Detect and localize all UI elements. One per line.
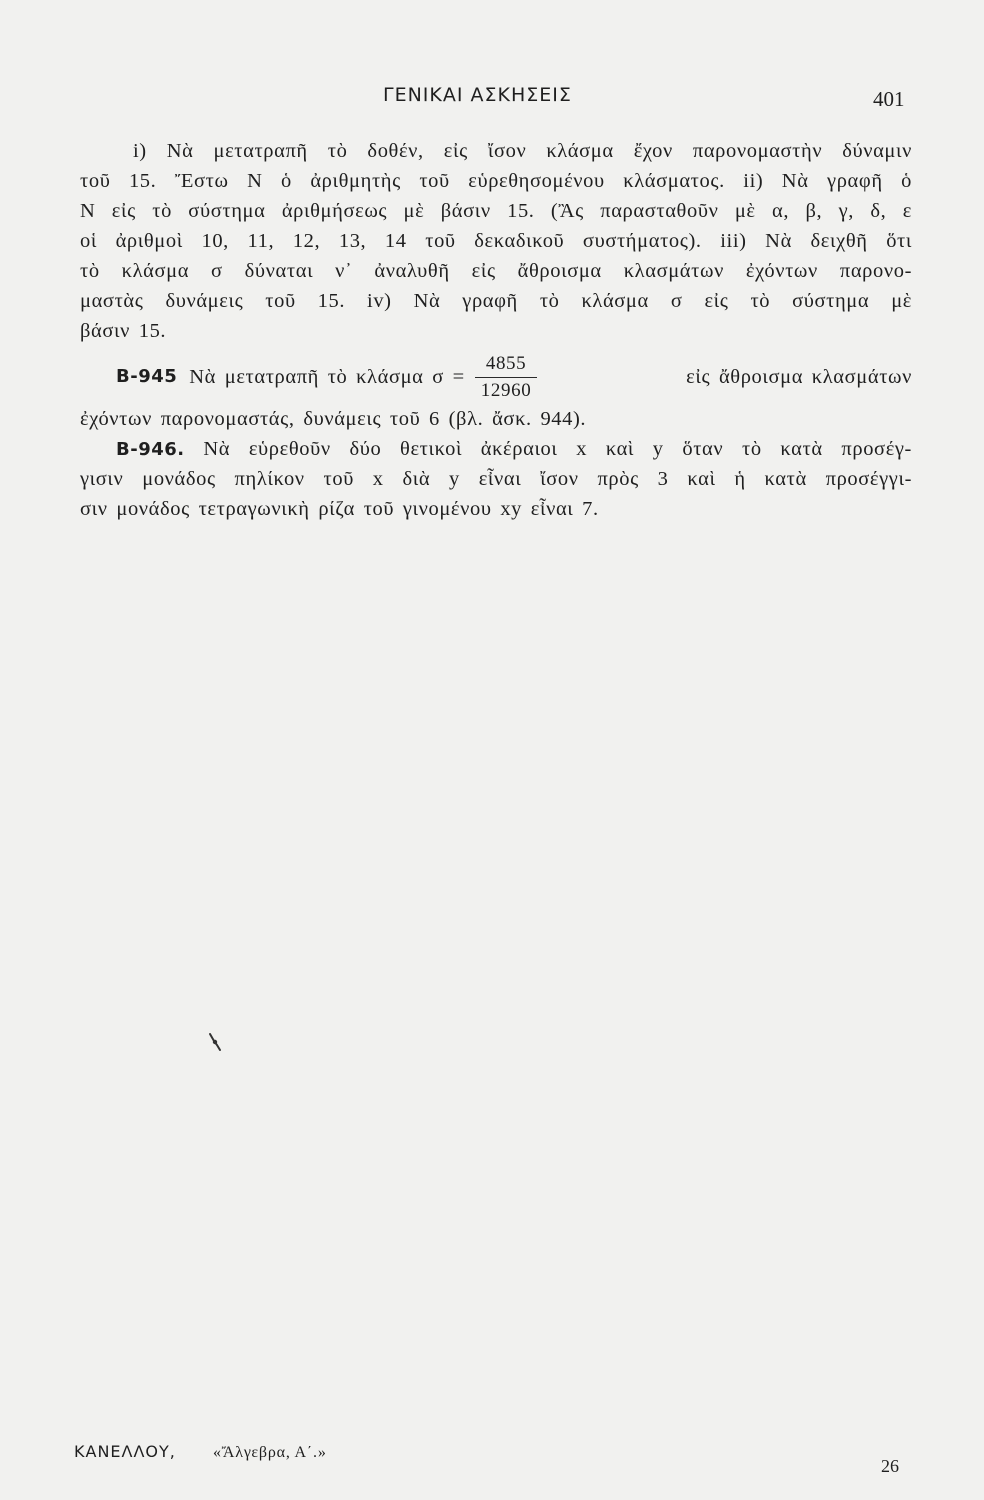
exercise-text: Νὰ εὑρεθοῦν δύο θετικοὶ ἀκέραιοι x καὶ y ὅταν τὸ κατὰ προσέγ-: [203, 438, 912, 460]
text-line: ἐχόντων παρονομαστάς, δυνάμεις τοῦ 6 (βλ. ἄσκ. 944).: [80, 408, 587, 430]
exercise-945: [80, 350, 912, 434]
running-title: ΓΕΝΙΚΑΙ ΑΣΚΗΣΕΙΣ: [383, 84, 572, 106]
text-line: Ν εἰς τὸ σύστημα ἀριθμήσεως μὲ βάσιν 15. (Ἂς παρασταθοῦν μὲ α, β, γ, δ, ε: [80, 200, 912, 222]
page-body: [80, 136, 912, 524]
fraction: [475, 353, 538, 402]
text-line: τὸ κλάσμα σ δύναται ν᾿ ἀναλυθῆ εἰς ἄθροισμα κλασμάτων ἐχόντων παρονο-: [80, 260, 912, 282]
exercise-945-first-line: [80, 350, 912, 404]
text-line: βάσιν 15.: [80, 320, 167, 342]
ink-speck-mark: [208, 1032, 222, 1052]
exercise-text: εἰς ἄθροισμα κλασμάτων: [686, 366, 912, 388]
text-line: τοῦ 15. Ἔστω Ν ὁ ἀριθμητὴς τοῦ εὑρεθησομένου κλάσματος. ii) Νὰ γραφῆ ὁ: [80, 170, 912, 192]
fraction-numerator: 4855: [485, 352, 527, 374]
footer-sheet-number: 26: [881, 1456, 899, 1476]
fraction-denominator: 12960: [480, 379, 532, 401]
running-head: [0, 84, 984, 114]
page-number: 401: [873, 87, 905, 111]
text-line: μαστὰς δυνάμεις τοῦ 15. iv) Νὰ γραφῆ τὸ κλάσμα σ εἰς τὸ σύστημα μὲ: [80, 290, 912, 312]
exercise-text: Νὰ μετατραπῆ τὸ κλάσμα σ =: [189, 366, 465, 388]
footer-book-title: «Ἄλγεβρα, Α΄.»: [213, 1444, 327, 1461]
intro-paragraph: [80, 136, 912, 346]
exercise-946: [80, 434, 912, 524]
footer-author: ΚΑΝΕΛΛΟΥ,: [74, 1442, 176, 1461]
exercise-label: Β-946.: [116, 439, 185, 460]
text-line: σιν μονάδος τετραγωνικὴ ρίζα τοῦ γινομένου xy εἶναι 7.: [80, 498, 599, 520]
exercise-946-first-line: [80, 434, 912, 464]
text-line: οἱ ἀριθμοὶ 10, 11, 12, 13, 14 τοῦ δεκαδικοῦ συστήματος). iii) Νὰ δειχθῆ ὅτι: [80, 230, 912, 252]
text-line: γισιν μονάδος πηλίκον τοῦ x διὰ y εἶναι ἴσον πρὸς 3 καὶ ἡ κατὰ προσέγγι-: [80, 468, 912, 490]
text-line: i) Νὰ μετατραπῆ τὸ δοθέν, εἰς ἴσον κλάσμα ἔχον παρονομαστὴν δύναμιν: [133, 140, 912, 162]
footer: [0, 1442, 984, 1482]
exercise-label: Β-945: [116, 366, 178, 387]
